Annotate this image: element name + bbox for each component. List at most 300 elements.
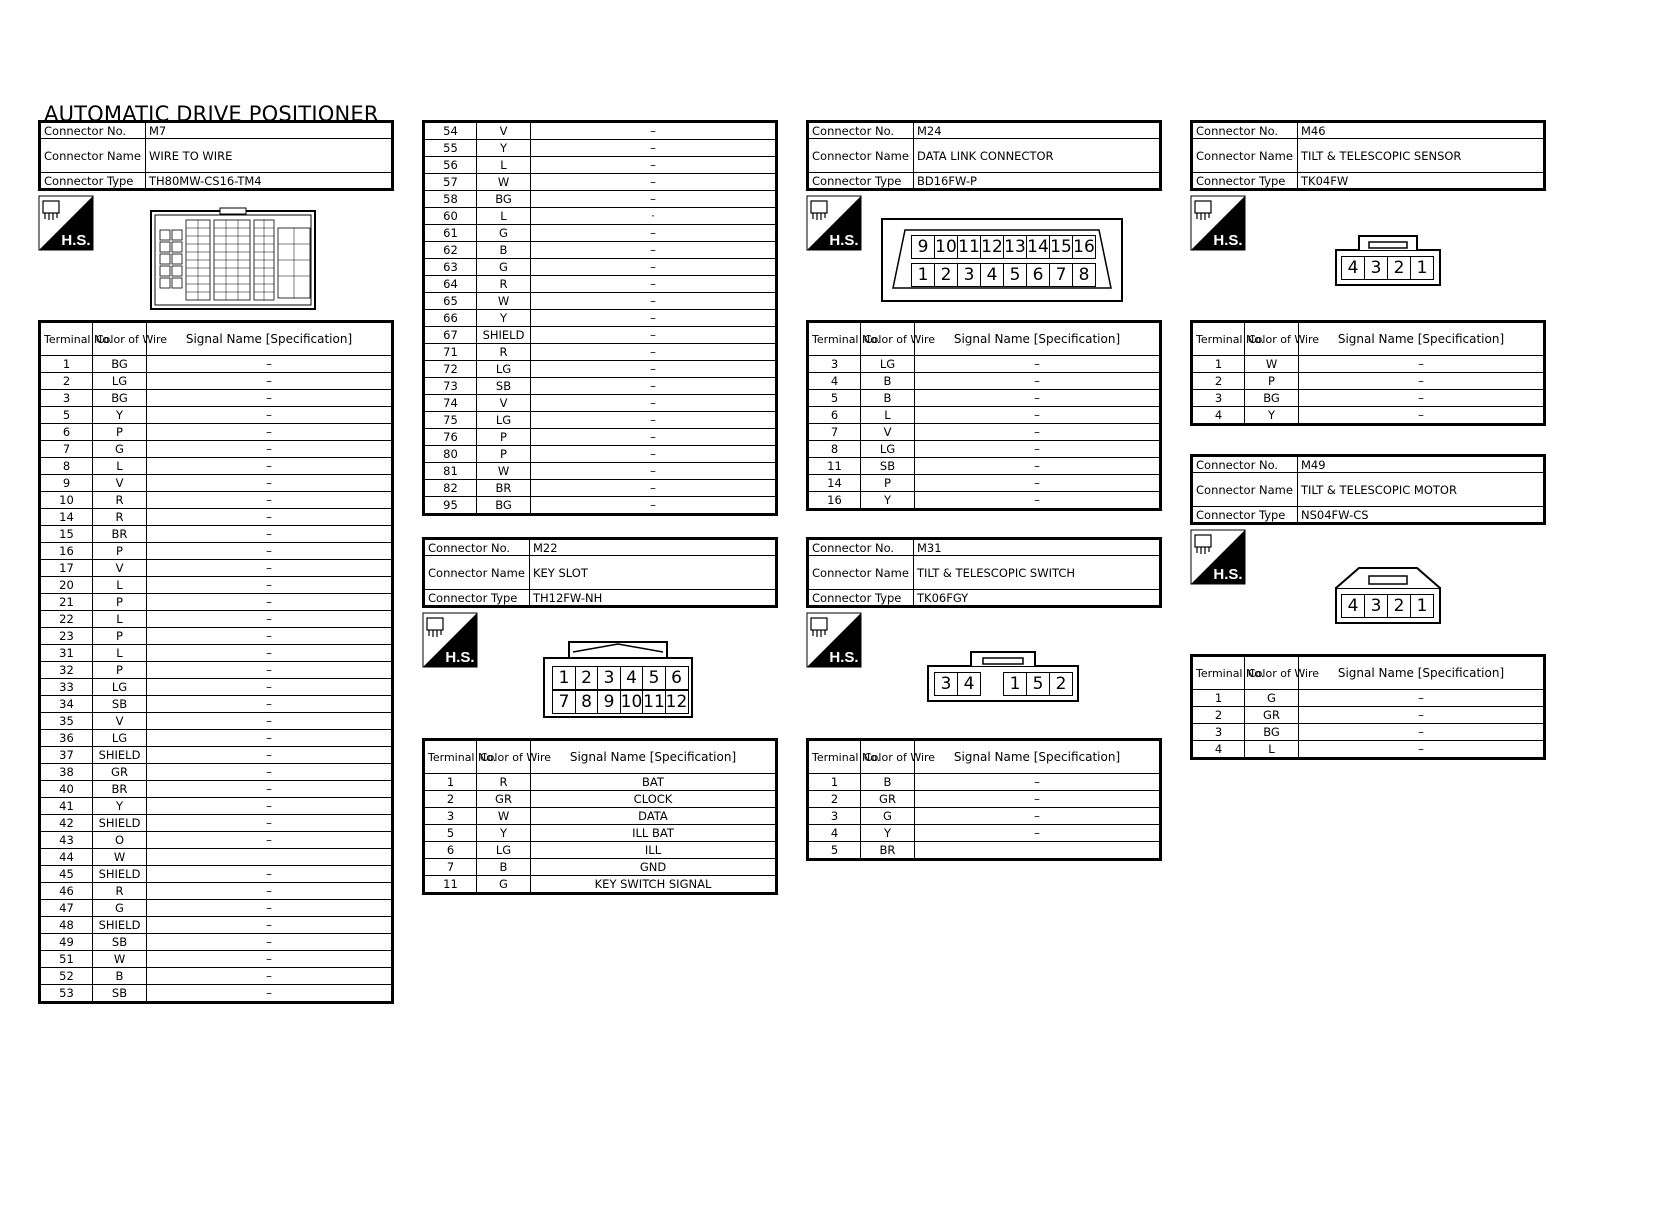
terminal-row (1192, 724, 1545, 741)
terminal-no: 7 (424, 859, 477, 876)
harness-side-icon (806, 612, 862, 668)
connector-pin: 2 (1049, 672, 1073, 696)
signal-name: GND (531, 859, 777, 876)
signal-name: – (1299, 356, 1545, 373)
connector-pin: 12 (665, 692, 688, 712)
wire-color: W (477, 174, 531, 191)
wire-color: G (1245, 690, 1299, 707)
terminal-row (40, 424, 393, 441)
connector-type-label: Connector Type (808, 173, 914, 190)
terminal-no: 4 (1192, 741, 1245, 759)
wire-color: SHIELD (477, 327, 531, 344)
connector-name-value: TILT & TELESCOPIC MOTOR (1298, 473, 1545, 507)
terminal-row (808, 458, 1161, 475)
terminal-no: 38 (40, 764, 93, 781)
connector-pin: 7 (1049, 263, 1073, 287)
signal-name: – (147, 543, 393, 560)
wire-color: G (477, 876, 531, 894)
terminal-no: 31 (40, 645, 93, 662)
m7-info-block (38, 120, 394, 191)
wire-color: LG (93, 679, 147, 696)
terminal-row (424, 842, 777, 859)
wire-color: LG (477, 842, 531, 859)
terminal-row (40, 815, 393, 832)
terminal-no: 44 (40, 849, 93, 866)
wire-color: P (93, 594, 147, 611)
connector-no-label: Connector No. (1192, 122, 1298, 139)
terminal-no: 3 (808, 808, 861, 825)
signal-name: – (147, 526, 393, 543)
terminal-row (808, 825, 1161, 842)
signal-name: – (147, 373, 393, 390)
wire-color: BR (93, 526, 147, 543)
connector-pin (980, 672, 1004, 694)
terminal-row (424, 140, 777, 157)
connector-pin: 1 (1410, 594, 1434, 618)
color-header: Color of Wire (477, 740, 531, 774)
connector-type-label: Connector Type (1192, 173, 1298, 190)
terminal-no: 8 (808, 441, 861, 458)
signal-name: – (147, 441, 393, 458)
wire-color: P (1245, 373, 1299, 390)
wire-color: L (93, 458, 147, 475)
harness-side-icon (1190, 529, 1246, 585)
signal-name: DATA (531, 808, 777, 825)
terminal-row (40, 747, 393, 764)
signal-name: – (531, 140, 777, 157)
terminal-no: 33 (40, 679, 93, 696)
terminal-row (424, 429, 777, 446)
wire-color: G (861, 808, 915, 825)
terminal-row (40, 509, 393, 526)
signal-name: – (531, 480, 777, 497)
wire-color: SHIELD (93, 747, 147, 764)
signal-name: – (147, 679, 393, 696)
terminal-no: 74 (424, 395, 477, 412)
terminal-no: 2 (1192, 707, 1245, 724)
terminal-row (40, 628, 393, 645)
wire-color: B (477, 242, 531, 259)
terminal-row (424, 361, 777, 378)
terminal-no: 36 (40, 730, 93, 747)
connector-no-value: M31 (914, 539, 1161, 556)
terminal-no: 58 (424, 191, 477, 208)
terminal-no: 5 (808, 390, 861, 407)
terminal-no: 4 (808, 373, 861, 390)
connector-pin: 8 (1072, 263, 1096, 287)
connector-no-value: M22 (530, 539, 777, 556)
terminal-no: 7 (808, 424, 861, 441)
signal-name: – (531, 446, 777, 463)
wire-color: Y (477, 140, 531, 157)
terminal-row (40, 577, 393, 594)
signal-name: – (147, 883, 393, 900)
connector-name-value: KEY SLOT (530, 556, 777, 590)
terminal-row (40, 662, 393, 679)
terminal-no: 15 (40, 526, 93, 543)
signal-name: – (147, 917, 393, 934)
wire-color: R (477, 276, 531, 293)
signal-name: – (531, 242, 777, 259)
harness-side-icon (1190, 195, 1246, 251)
connector-no-value: M49 (1298, 456, 1545, 473)
signal-name: – (147, 934, 393, 951)
terminal-row (808, 373, 1161, 390)
terminal-row (40, 475, 393, 492)
wire-color: R (93, 492, 147, 509)
signal-name: – (531, 378, 777, 395)
connector-pin: 11 (643, 692, 665, 712)
terminal-no: 7 (40, 441, 93, 458)
wire-color: P (477, 446, 531, 463)
wire-color: SHIELD (93, 815, 147, 832)
terminal-no: 6 (808, 407, 861, 424)
signal-name: ILL (531, 842, 777, 859)
terminal-row (40, 458, 393, 475)
terminal-row (424, 259, 777, 276)
terminal-row (808, 407, 1161, 424)
wire-color: W (93, 849, 147, 866)
connector-type-value: TH80MW-CS16-TM4 (146, 173, 393, 190)
terminal-no: 5 (424, 825, 477, 842)
connector-pin: 12 (981, 237, 1003, 257)
terminal-row (1192, 690, 1545, 707)
terminal-no: 17 (40, 560, 93, 577)
signal-name: – (531, 412, 777, 429)
terminal-row (424, 774, 777, 791)
wire-color: Y (861, 492, 915, 510)
wire-color: R (93, 883, 147, 900)
signal-name: – (531, 395, 777, 412)
terminal-no-header: Terminal No. (424, 740, 477, 774)
signal-name: – (915, 475, 1161, 492)
connector-pin: 11 (958, 237, 980, 257)
terminal-row (40, 849, 393, 866)
terminal-no: 2 (424, 791, 477, 808)
wire-color: Y (477, 310, 531, 327)
connector-type-label: Connector Type (808, 590, 914, 607)
terminal-row (40, 883, 393, 900)
terminal-row (424, 174, 777, 191)
signal-name: – (147, 832, 393, 849)
terminal-no: 8 (40, 458, 93, 475)
terminal-row (40, 934, 393, 951)
connector-name-label: Connector Name (808, 139, 914, 173)
terminal-row (1192, 373, 1545, 390)
terminal-no: 4 (1192, 407, 1245, 425)
connector-pin: 4 (1341, 594, 1365, 618)
signal-name: – (915, 407, 1161, 424)
terminal-no: 23 (40, 628, 93, 645)
terminal-row (40, 713, 393, 730)
signal-name: – (147, 594, 393, 611)
terminal-no: 11 (808, 458, 861, 475)
terminal-row (424, 378, 777, 395)
signal-name: – (147, 475, 393, 492)
harness-side-icon (422, 612, 478, 668)
connector-name-value: WIRE TO WIRE (146, 139, 393, 173)
wire-color: B (861, 774, 915, 791)
connector-pin: 7 (552, 690, 576, 714)
terminal-no: 56 (424, 157, 477, 174)
wire-color: P (93, 628, 147, 645)
connector-pin: 1 (552, 666, 576, 690)
wire-color: Y (1245, 407, 1299, 425)
terminal-row (40, 968, 393, 985)
terminal-no: 95 (424, 497, 477, 515)
signal-name: – (147, 747, 393, 764)
terminal-no: 34 (40, 696, 93, 713)
terminal-no: 14 (40, 509, 93, 526)
terminal-no: 37 (40, 747, 93, 764)
signal-name-header: Signal Name [Specification] (1299, 322, 1545, 356)
signal-name: – (147, 985, 393, 1003)
terminal-row (40, 407, 393, 424)
terminal-row (40, 781, 393, 798)
connector-pin: 16 (1073, 237, 1095, 257)
wire-color: LG (93, 373, 147, 390)
wire-color: L (477, 157, 531, 174)
connector-type-value: BD16FW-P (914, 173, 1161, 190)
terminal-row (40, 373, 393, 390)
signal-name: – (531, 463, 777, 480)
signal-name: – (147, 611, 393, 628)
color-header: Color of Wire (93, 322, 147, 356)
connector-name-value: DATA LINK CONNECTOR (914, 139, 1161, 173)
terminal-no: 16 (40, 543, 93, 560)
wire-color: Y (93, 407, 147, 424)
wire-color: LG (861, 441, 915, 458)
wire-color: BR (477, 480, 531, 497)
terminal-row (424, 157, 777, 174)
terminal-row (1192, 356, 1545, 373)
signal-name: – (531, 122, 777, 140)
terminal-no-header: Terminal No. (1192, 322, 1245, 356)
signal-name: – (147, 356, 393, 373)
terminal-no: 32 (40, 662, 93, 679)
signal-name: – (915, 424, 1161, 441)
signal-name: – (915, 356, 1161, 373)
connector-pin: 14 (1027, 237, 1049, 257)
wire-color: V (93, 560, 147, 577)
terminal-no: 21 (40, 594, 93, 611)
m46-terminal-table (1190, 320, 1546, 426)
signal-name-header: Signal Name [Specification] (531, 740, 777, 774)
connector-pin: 1 (911, 263, 935, 287)
terminal-no: 47 (40, 900, 93, 917)
connector-name-label: Connector Name (1192, 139, 1298, 173)
signal-name: – (147, 815, 393, 832)
wire-color: V (861, 424, 915, 441)
terminal-row (808, 791, 1161, 808)
harness-side-icon (38, 195, 94, 251)
wire-color: W (1245, 356, 1299, 373)
signal-name: – (1299, 724, 1545, 741)
connector-name-label: Connector Name (424, 556, 530, 590)
signal-name-header: Signal Name [Specification] (915, 322, 1161, 356)
signal-name-header: Signal Name [Specification] (915, 740, 1161, 774)
terminal-no: 3 (1192, 724, 1245, 741)
wire-color: P (861, 475, 915, 492)
terminal-row (424, 791, 777, 808)
signal-name: – (915, 390, 1161, 407)
connector-type-value: TK06FGY (914, 590, 1161, 607)
color-header: Color of Wire (861, 322, 915, 356)
hs-label: H.S. (1213, 232, 1243, 249)
wire-color: SHIELD (93, 866, 147, 883)
hs-label: H.S. (445, 649, 475, 666)
terminal-no: 1 (424, 774, 477, 791)
wire-color: G (93, 900, 147, 917)
terminal-row (424, 191, 777, 208)
m46-connector-face (1335, 234, 1441, 286)
wire-color: L (93, 611, 147, 628)
terminal-no: 45 (40, 866, 93, 883)
terminal-row (40, 917, 393, 934)
wire-color: B (861, 373, 915, 390)
terminal-no: 11 (424, 876, 477, 894)
wire-color: B (861, 390, 915, 407)
terminal-no: 2 (1192, 373, 1245, 390)
terminal-no: 64 (424, 276, 477, 293)
wire-color: BG (93, 390, 147, 407)
terminal-no: 3 (424, 808, 477, 825)
signal-name: – (147, 407, 393, 424)
connector-pin: 3 (1364, 256, 1388, 280)
terminal-no: 53 (40, 985, 93, 1003)
signal-name: – (531, 276, 777, 293)
hs-label: H.S. (1213, 566, 1243, 583)
connector-pin: 8 (575, 690, 599, 714)
terminal-no: 81 (424, 463, 477, 480)
connector-name-label: Connector Name (808, 556, 914, 590)
m31-connector-face (927, 650, 1079, 702)
connector-type-value: NS04FW-CS (1298, 507, 1545, 524)
terminal-no: 3 (1192, 390, 1245, 407)
connector-type-label: Connector Type (424, 590, 530, 607)
terminal-no: 48 (40, 917, 93, 934)
connector-pin: 4 (980, 263, 1004, 287)
wire-color: GR (1245, 707, 1299, 724)
signal-name: – (1299, 407, 1545, 425)
terminal-row (424, 825, 777, 842)
terminal-no: 75 (424, 412, 477, 429)
wire-color: BG (93, 356, 147, 373)
terminal-no: 3 (40, 390, 93, 407)
connector-name-value: TILT & TELESCOPIC SWITCH (914, 556, 1161, 590)
wire-color: P (93, 543, 147, 560)
signal-name-header: Signal Name [Specification] (147, 322, 393, 356)
signal-name: – (915, 441, 1161, 458)
signal-name: – (531, 259, 777, 276)
terminal-row (424, 480, 777, 497)
connector-pin: 13 (1004, 237, 1026, 257)
terminal-no: 22 (40, 611, 93, 628)
m31-terminal-table (806, 738, 1162, 861)
wire-color: Y (477, 825, 531, 842)
signal-name: – (915, 825, 1161, 842)
terminal-no-header: Terminal No. (808, 322, 861, 356)
wire-color: L (93, 645, 147, 662)
terminal-no: 14 (808, 475, 861, 492)
terminal-row (40, 696, 393, 713)
signal-name: – (147, 645, 393, 662)
terminal-no: 73 (424, 378, 477, 395)
signal-name: – (531, 497, 777, 515)
wire-color: P (93, 662, 147, 679)
connector-type-value: TK04FW (1298, 173, 1545, 190)
signal-name: – (915, 492, 1161, 510)
terminal-no: 57 (424, 174, 477, 191)
m7-terminal-table (38, 320, 394, 1004)
m49-info-block (1190, 454, 1546, 525)
terminal-no: 16 (808, 492, 861, 510)
terminal-row (808, 842, 1161, 860)
connector-no-label: Connector No. (40, 122, 146, 139)
signal-name: – (1299, 707, 1545, 724)
signal-name: · (531, 208, 777, 225)
wire-color: Y (93, 798, 147, 815)
terminal-row (1192, 407, 1545, 425)
terminal-row (40, 441, 393, 458)
terminal-row (424, 310, 777, 327)
signal-name: – (147, 713, 393, 730)
terminal-no: 65 (424, 293, 477, 310)
connector-pin: 5 (642, 666, 666, 690)
terminal-no: 1 (1192, 356, 1245, 373)
terminal-no: 80 (424, 446, 477, 463)
wire-color: W (477, 293, 531, 310)
terminal-no: 62 (424, 242, 477, 259)
wire-color: LG (861, 356, 915, 373)
terminal-no: 5 (808, 842, 861, 860)
connector-no-value: M24 (914, 122, 1161, 139)
harness-side-icon (806, 195, 862, 251)
signal-name: – (1299, 373, 1545, 390)
wire-color: BG (1245, 390, 1299, 407)
connector-pin: 2 (575, 666, 599, 690)
signal-name: – (531, 191, 777, 208)
terminal-row (1192, 390, 1545, 407)
connector-name-label: Connector Name (1192, 473, 1298, 507)
color-header: Color of Wire (861, 740, 915, 774)
connector-pin: 3 (957, 263, 981, 287)
signal-name: KEY SWITCH SIGNAL (531, 876, 777, 894)
terminal-no-header: Terminal No. (1192, 656, 1245, 690)
terminal-row (424, 327, 777, 344)
m49-connector-face (1335, 566, 1441, 624)
wire-color: P (477, 429, 531, 446)
signal-name: CLOCK (531, 791, 777, 808)
signal-name: – (147, 730, 393, 747)
terminal-row (808, 356, 1161, 373)
terminal-row (40, 645, 393, 662)
terminal-no: 6 (424, 842, 477, 859)
signal-name: – (915, 373, 1161, 390)
terminal-row (424, 122, 777, 140)
terminal-row (40, 390, 393, 407)
m7-connector-face-icon (150, 208, 316, 312)
signal-name: – (147, 968, 393, 985)
connector-pin: 4 (620, 666, 644, 690)
signal-name: – (147, 390, 393, 407)
connector-pin: 6 (1026, 263, 1050, 287)
terminal-no: 67 (424, 327, 477, 344)
terminal-no-header: Terminal No. (808, 740, 861, 774)
connector-pin: 5 (1003, 263, 1027, 287)
signal-name (147, 849, 393, 866)
m31-info-block (806, 537, 1162, 608)
